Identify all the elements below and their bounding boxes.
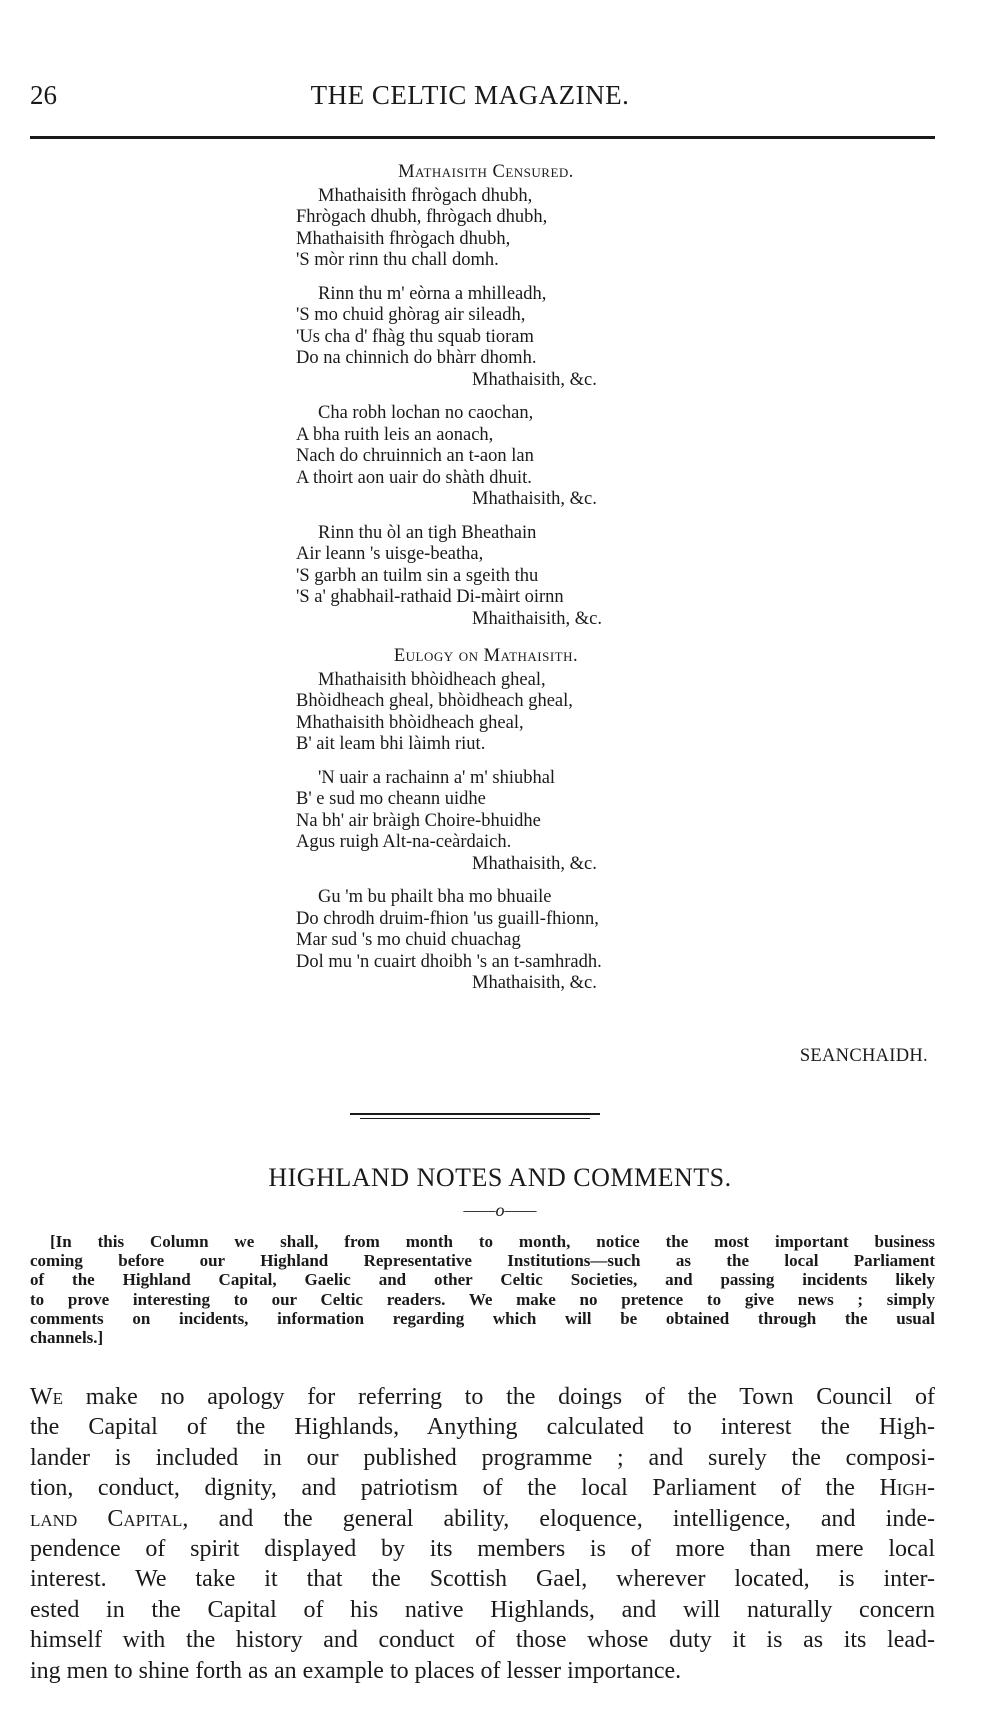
note-line: [In this Column we shall, from month to month, notice the most important business <box>50 1232 935 1251</box>
editorial-note <box>30 1232 935 1347</box>
poem-title-censured: Mathaisith Censured. <box>398 162 574 182</box>
poem-line: Cha robh lochan no caochan, <box>318 403 534 423</box>
poem1-stanza-2 <box>296 284 676 392</box>
poem-refrain: Mhathaisith, &c. <box>472 973 597 993</box>
poem2-stanza-2 <box>296 768 676 876</box>
poem-line: 'Us cha d' fhàg thu squab tioram <box>296 326 534 347</box>
header-rule <box>30 136 935 139</box>
author-signature: SEANCHAIDH. <box>799 1046 928 1066</box>
body-line: lander is included in our published programme ; and surely the composi- <box>30 1444 935 1471</box>
poem-line: Do chrodh druim-fhion 'us guaill-fhionn, <box>296 908 599 929</box>
note-line: channels.] <box>30 1328 104 1348</box>
body-line: the Capital of the Highlands, Anything calculated to interest the High- <box>30 1414 935 1441</box>
poem-line: Dol mu 'n cuairt dhoibh 's an t-samhradh. <box>296 951 602 972</box>
body-line: himself with the history and conduct of those whose duty it is as its lead- <box>30 1627 935 1654</box>
poem-line: 'S mo chuid ghòrag air sileadh, <box>296 305 526 325</box>
poem-line: Na bh' air bràigh Choire-bhuidhe <box>296 810 541 831</box>
poem-line: Do na chinnich do bhàrr dhomh. <box>296 348 537 368</box>
note-line: to prove interesting to our Celtic readers. We make no pretence to give news ; simply <box>30 1289 935 1309</box>
note-line: of the Highland Capital, Gaelic and other Celtic Societies, and passing incidents likely <box>30 1270 935 1290</box>
poem1-stanza-3 <box>296 403 676 511</box>
poem-line: B' ait leam bhi làimh riut. <box>296 734 486 754</box>
poem-line: Mhathaisith bhòidheach gheal, <box>318 669 546 690</box>
poem-line: B' e sud mo cheann uidhe <box>296 789 486 809</box>
section-divider <box>350 1113 600 1119</box>
poem-line: Mhathaisith fhrògach dhubh, <box>296 228 511 249</box>
poem1-stanza-1 <box>296 186 676 272</box>
poem1-stanza-4 <box>296 523 676 631</box>
body-line: interest. We take it that the Scottish Gael, wherever located, is inter- <box>30 1566 935 1593</box>
poem-line: A bha ruith leis an aonach, <box>296 424 494 445</box>
poem-line: 'S mòr rinn thu chall domh. <box>296 250 499 270</box>
poem-line: Rinn thu m' eòrna a mhilleadh, <box>318 283 547 304</box>
poem-line: 'S a' ghabhail-rathaid Di-màirt oirnn <box>296 587 564 607</box>
poem-line: Mhathaisith fhrògach dhubh, <box>318 185 533 206</box>
poem-line: Gu 'm bu phailt bha mo bhuaile <box>318 887 552 907</box>
note-line: comments on incidents, information regarding which will be obtained through the usual <box>30 1308 935 1328</box>
title-ornament: ——o—— <box>463 1200 537 1220</box>
body-line-text: tion, conduct, dignity, and patriotism of the local Parliament of the <box>30 1475 880 1502</box>
poem-line: Agus ruigh Alt-na-ceàrdaich. <box>296 832 512 852</box>
body-paragraph <box>30 1382 935 1686</box>
body-line-text: make no apology for referring to the doings of the Town Council of <box>63 1384 935 1410</box>
poem2-stanza-3 <box>296 887 676 995</box>
body-line <box>30 1473 935 1503</box>
body-line: ing men to shine forth as an example to places of lesser importance. <box>30 1657 682 1684</box>
poem-title-eulogy: Eulogy on Mathaisith. <box>393 646 579 666</box>
poem-refrain: Mhathaisith, &c. <box>472 853 597 874</box>
small-caps-text: land Capital, <box>30 1505 189 1532</box>
poem-refrain: Mhathaisith, &c. <box>472 369 597 390</box>
poem2-stanza-1 <box>296 670 676 756</box>
body-line <box>30 1382 935 1412</box>
page-number: 26 <box>30 80 57 110</box>
small-caps-text: High- <box>879 1475 935 1502</box>
poem-line: Rinn thu òl an tigh Bheathain <box>318 522 537 543</box>
poem-line: Bhòidheach gheal, bhòidheach gheal, <box>296 691 573 711</box>
opening-word: We <box>30 1384 64 1410</box>
poem-refrain: Mhaithaisith, &c. <box>472 608 602 629</box>
divider-line-bottom <box>360 1118 590 1119</box>
note-line: coming before our Highland Representative Institutions—such as the local Parliament <box>30 1251 935 1271</box>
body-line-text: and the general ability, eloquence, intelligence, and inde- <box>188 1505 935 1532</box>
poem-line: 'S garbh an tuilm sin a sgeith thu <box>296 565 539 586</box>
poem-line: Mar sud 's mo chuid chuachag <box>296 930 521 950</box>
divider-line-top <box>350 1113 600 1115</box>
poem-line: Nach do chruinnich an t-aon lan <box>296 446 534 466</box>
poem-line: A thoirt aon uair do shàth dhuit. <box>296 467 532 488</box>
body-line: pendence of spirit displayed by its members is of more than mere local <box>30 1536 935 1563</box>
poem-line: Air leann 's uisge-beatha, <box>296 544 484 564</box>
running-title: THE CELTIC MAGAZINE. <box>310 80 630 110</box>
body-line <box>30 1504 935 1534</box>
poem-line: Mhathaisith bhòidheach gheal, <box>296 712 524 733</box>
section-title: HIGHLAND NOTES AND COMMENTS. <box>268 1163 732 1192</box>
poem-refrain: Mhathaisith, &c. <box>472 489 597 509</box>
poem-line: 'N uair a rachainn a' m' shiubhal <box>318 767 556 788</box>
poem-line: Fhrògach dhubh, fhrògach dhubh, <box>296 207 548 227</box>
poem-block <box>296 162 676 995</box>
page-header <box>30 80 910 120</box>
body-line: ested in the Capital of his native Highlands, and will naturally concern <box>30 1596 935 1623</box>
